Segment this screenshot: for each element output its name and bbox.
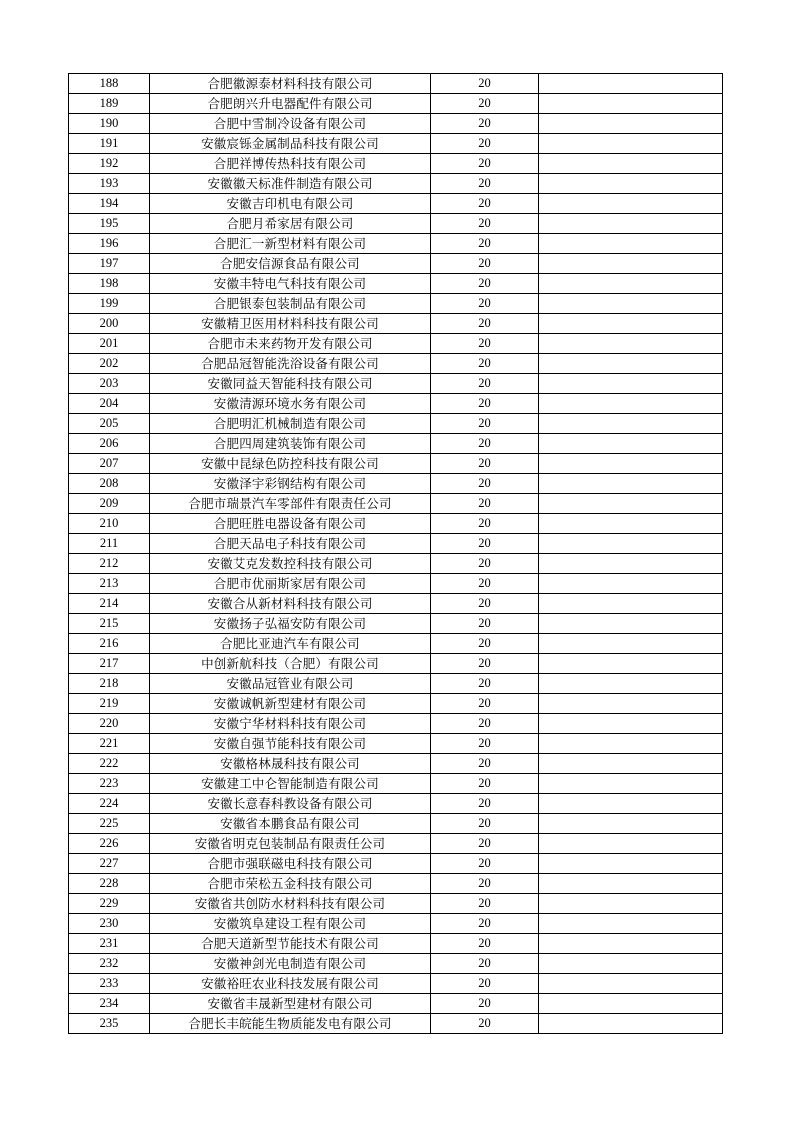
row-number-cell: 223 <box>69 774 150 794</box>
row-number-cell: 193 <box>69 174 150 194</box>
note-cell <box>539 314 723 334</box>
table-body <box>69 74 723 1034</box>
table-row <box>69 194 723 214</box>
table-row <box>69 374 723 394</box>
value-cell: 20 <box>431 654 539 674</box>
company-name-cell: 安徽长意春科教设备有限公司 <box>150 794 431 814</box>
value-cell: 20 <box>431 254 539 274</box>
table-row <box>69 694 723 714</box>
table-row <box>69 554 723 574</box>
row-number-cell: 228 <box>69 874 150 894</box>
value-cell: 20 <box>431 1014 539 1034</box>
note-cell <box>539 194 723 214</box>
value-cell: 20 <box>431 954 539 974</box>
value-cell: 20 <box>431 994 539 1014</box>
row-number-cell: 216 <box>69 634 150 654</box>
value-cell: 20 <box>431 434 539 454</box>
table-row <box>69 594 723 614</box>
table-row <box>69 894 723 914</box>
note-cell <box>539 154 723 174</box>
table-row <box>69 214 723 234</box>
note-cell <box>539 554 723 574</box>
company-name-cell: 安徽裕旺农业科技发展有限公司 <box>150 974 431 994</box>
value-cell: 20 <box>431 214 539 234</box>
company-name-cell: 合肥长丰皖能生物质能发电有限公司 <box>150 1014 431 1034</box>
company-name-cell: 合肥汇一新型材料有限公司 <box>150 234 431 254</box>
note-cell <box>539 534 723 554</box>
table-row <box>69 294 723 314</box>
note-cell <box>539 454 723 474</box>
table-row <box>69 654 723 674</box>
row-number-cell: 222 <box>69 754 150 774</box>
table-row <box>69 274 723 294</box>
row-number-cell: 191 <box>69 134 150 154</box>
table-row <box>69 134 723 154</box>
table-row <box>69 414 723 434</box>
note-cell <box>539 1014 723 1034</box>
row-number-cell: 207 <box>69 454 150 474</box>
row-number-cell: 204 <box>69 394 150 414</box>
value-cell: 20 <box>431 574 539 594</box>
company-name-cell: 合肥月希家居有限公司 <box>150 214 431 234</box>
table-row <box>69 794 723 814</box>
company-name-cell: 安徽合从新材料科技有限公司 <box>150 594 431 614</box>
row-number-cell: 210 <box>69 514 150 534</box>
value-cell: 20 <box>431 154 539 174</box>
company-name-cell: 安徽格林晟科技有限公司 <box>150 754 431 774</box>
row-number-cell: 217 <box>69 654 150 674</box>
table-row <box>69 334 723 354</box>
company-name-cell: 安徽吉印机电有限公司 <box>150 194 431 214</box>
row-number-cell: 190 <box>69 114 150 134</box>
row-number-cell: 203 <box>69 374 150 394</box>
value-cell: 20 <box>431 454 539 474</box>
company-name-cell: 安徽省共创防水材料科技有限公司 <box>150 894 431 914</box>
row-number-cell: 230 <box>69 914 150 934</box>
table-row <box>69 834 723 854</box>
value-cell: 20 <box>431 674 539 694</box>
company-name-cell: 安徽丰特电气科技有限公司 <box>150 274 431 294</box>
table-row <box>69 394 723 414</box>
row-number-cell: 215 <box>69 614 150 634</box>
note-cell <box>539 434 723 454</box>
table-row <box>69 574 723 594</box>
row-number-cell: 211 <box>69 534 150 554</box>
value-cell: 20 <box>431 534 539 554</box>
note-cell <box>539 274 723 294</box>
row-number-cell: 218 <box>69 674 150 694</box>
company-name-cell: 合肥徽源泰材料科技有限公司 <box>150 74 431 94</box>
value-cell: 20 <box>431 614 539 634</box>
note-cell <box>539 674 723 694</box>
note-cell <box>539 834 723 854</box>
table-row <box>69 734 723 754</box>
row-number-cell: 197 <box>69 254 150 274</box>
company-name-cell: 安徽省本鹏食品有限公司 <box>150 814 431 834</box>
table-row <box>69 994 723 1014</box>
value-cell: 20 <box>431 694 539 714</box>
company-name-cell: 安徽同益天智能科技有限公司 <box>150 374 431 394</box>
value-cell: 20 <box>431 874 539 894</box>
row-number-cell: 198 <box>69 274 150 294</box>
value-cell: 20 <box>431 74 539 94</box>
value-cell: 20 <box>431 834 539 854</box>
table-row <box>69 494 723 514</box>
row-number-cell: 192 <box>69 154 150 174</box>
value-cell: 20 <box>431 594 539 614</box>
company-name-cell: 安徽神剑光电制造有限公司 <box>150 954 431 974</box>
table-row <box>69 934 723 954</box>
company-name-cell: 合肥市未来药物开发有限公司 <box>150 334 431 354</box>
note-cell <box>539 474 723 494</box>
value-cell: 20 <box>431 354 539 374</box>
company-name-cell: 合肥明汇机械制造有限公司 <box>150 414 431 434</box>
note-cell <box>539 754 723 774</box>
table-row <box>69 614 723 634</box>
row-number-cell: 234 <box>69 994 150 1014</box>
value-cell: 20 <box>431 634 539 654</box>
value-cell: 20 <box>431 514 539 534</box>
note-cell <box>539 934 723 954</box>
note-cell <box>539 394 723 414</box>
company-name-cell: 合肥市强联磁电科技有限公司 <box>150 854 431 874</box>
row-number-cell: 229 <box>69 894 150 914</box>
company-list-table <box>68 73 723 1034</box>
note-cell <box>539 814 723 834</box>
value-cell: 20 <box>431 914 539 934</box>
row-number-cell: 188 <box>69 74 150 94</box>
company-name-cell: 安徽宁华材料科技有限公司 <box>150 714 431 734</box>
table-row <box>69 514 723 534</box>
table-row <box>69 874 723 894</box>
note-cell <box>539 214 723 234</box>
note-cell <box>539 594 723 614</box>
note-cell <box>539 914 723 934</box>
value-cell: 20 <box>431 974 539 994</box>
table-row <box>69 254 723 274</box>
note-cell <box>539 414 723 434</box>
value-cell: 20 <box>431 554 539 574</box>
note-cell <box>539 134 723 154</box>
table-row <box>69 534 723 554</box>
note-cell <box>539 854 723 874</box>
note-cell <box>539 774 723 794</box>
company-name-cell: 合肥安信源食品有限公司 <box>150 254 431 274</box>
row-number-cell: 214 <box>69 594 150 614</box>
note-cell <box>539 494 723 514</box>
note-cell <box>539 874 723 894</box>
table-row <box>69 914 723 934</box>
table-row <box>69 354 723 374</box>
row-number-cell: 224 <box>69 794 150 814</box>
value-cell: 20 <box>431 414 539 434</box>
company-name-cell: 安徽徽天标准件制造有限公司 <box>150 174 431 194</box>
note-cell <box>539 954 723 974</box>
note-cell <box>539 994 723 1014</box>
company-name-cell: 合肥比亚迪汽车有限公司 <box>150 634 431 654</box>
note-cell <box>539 614 723 634</box>
note-cell <box>539 174 723 194</box>
row-number-cell: 225 <box>69 814 150 834</box>
company-name-cell: 合肥天品电子科技有限公司 <box>150 534 431 554</box>
company-name-cell: 安徽中昆绿色防控科技有限公司 <box>150 454 431 474</box>
note-cell <box>539 734 723 754</box>
row-number-cell: 199 <box>69 294 150 314</box>
value-cell: 20 <box>431 374 539 394</box>
company-name-cell: 合肥天道新型节能技术有限公司 <box>150 934 431 954</box>
row-number-cell: 195 <box>69 214 150 234</box>
row-number-cell: 201 <box>69 334 150 354</box>
row-number-cell: 189 <box>69 94 150 114</box>
table-row <box>69 754 723 774</box>
value-cell: 20 <box>431 734 539 754</box>
company-name-cell: 安徽品冠管业有限公司 <box>150 674 431 694</box>
company-name-cell: 安徽诚帆新型建材有限公司 <box>150 694 431 714</box>
company-name-cell: 安徽精卫医用材料科技有限公司 <box>150 314 431 334</box>
note-cell <box>539 574 723 594</box>
company-name-cell: 安徽泽宇彩钢结构有限公司 <box>150 474 431 494</box>
company-name-cell: 安徽自强节能科技有限公司 <box>150 734 431 754</box>
value-cell: 20 <box>431 774 539 794</box>
value-cell: 20 <box>431 474 539 494</box>
table-row <box>69 674 723 694</box>
row-number-cell: 221 <box>69 734 150 754</box>
note-cell <box>539 74 723 94</box>
row-number-cell: 206 <box>69 434 150 454</box>
row-number-cell: 235 <box>69 1014 150 1034</box>
row-number-cell: 220 <box>69 714 150 734</box>
table-row <box>69 174 723 194</box>
table-row <box>69 94 723 114</box>
value-cell: 20 <box>431 494 539 514</box>
table-row <box>69 114 723 134</box>
company-name-cell: 合肥祥博传热科技有限公司 <box>150 154 431 174</box>
company-name-cell: 合肥市荣松五金科技有限公司 <box>150 874 431 894</box>
company-name-cell: 安徽清源环境水务有限公司 <box>150 394 431 414</box>
company-name-cell: 合肥市瑞景汽车零部件有限责任公司 <box>150 494 431 514</box>
note-cell <box>539 714 723 734</box>
row-number-cell: 231 <box>69 934 150 954</box>
value-cell: 20 <box>431 314 539 334</box>
value-cell: 20 <box>431 134 539 154</box>
row-number-cell: 196 <box>69 234 150 254</box>
value-cell: 20 <box>431 114 539 134</box>
table-row <box>69 154 723 174</box>
table-row <box>69 954 723 974</box>
row-number-cell: 205 <box>69 414 150 434</box>
table-row <box>69 714 723 734</box>
table-row <box>69 314 723 334</box>
note-cell <box>539 334 723 354</box>
note-cell <box>539 634 723 654</box>
row-number-cell: 209 <box>69 494 150 514</box>
note-cell <box>539 94 723 114</box>
row-number-cell: 200 <box>69 314 150 334</box>
table-row <box>69 474 723 494</box>
company-name-cell: 安徽筑阜建设工程有限公司 <box>150 914 431 934</box>
company-name-cell: 安徽艾克发数控科技有限公司 <box>150 554 431 574</box>
value-cell: 20 <box>431 934 539 954</box>
row-number-cell: 232 <box>69 954 150 974</box>
table-row <box>69 974 723 994</box>
value-cell: 20 <box>431 174 539 194</box>
company-name-cell: 合肥银泰包装制品有限公司 <box>150 294 431 314</box>
table-row <box>69 234 723 254</box>
value-cell: 20 <box>431 854 539 874</box>
company-name-cell: 合肥中雪制冷设备有限公司 <box>150 114 431 134</box>
note-cell <box>539 514 723 534</box>
value-cell: 20 <box>431 94 539 114</box>
note-cell <box>539 894 723 914</box>
note-cell <box>539 794 723 814</box>
company-name-cell: 合肥品冠智能洗浴设备有限公司 <box>150 354 431 374</box>
row-number-cell: 202 <box>69 354 150 374</box>
value-cell: 20 <box>431 714 539 734</box>
table-row <box>69 74 723 94</box>
row-number-cell: 233 <box>69 974 150 994</box>
company-name-cell: 合肥市优丽斯家居有限公司 <box>150 574 431 594</box>
company-name-cell: 合肥朗兴升电器配件有限公司 <box>150 94 431 114</box>
note-cell <box>539 354 723 374</box>
value-cell: 20 <box>431 794 539 814</box>
row-number-cell: 227 <box>69 854 150 874</box>
table-row <box>69 1014 723 1034</box>
table-row <box>69 634 723 654</box>
value-cell: 20 <box>431 814 539 834</box>
note-cell <box>539 114 723 134</box>
table-row <box>69 454 723 474</box>
note-cell <box>539 254 723 274</box>
value-cell: 20 <box>431 274 539 294</box>
company-name-cell: 安徽省明克包装制品有限责任公司 <box>150 834 431 854</box>
note-cell <box>539 234 723 254</box>
note-cell <box>539 974 723 994</box>
row-number-cell: 208 <box>69 474 150 494</box>
note-cell <box>539 694 723 714</box>
row-number-cell: 212 <box>69 554 150 574</box>
company-name-cell: 安徽建工中仑智能制造有限公司 <box>150 774 431 794</box>
row-number-cell: 219 <box>69 694 150 714</box>
company-name-cell: 安徽宸铄金属制品科技有限公司 <box>150 134 431 154</box>
table-row <box>69 854 723 874</box>
company-name-cell: 安徽省丰晟新型建材有限公司 <box>150 994 431 1014</box>
company-name-cell: 安徽扬子弘福安防有限公司 <box>150 614 431 634</box>
value-cell: 20 <box>431 194 539 214</box>
value-cell: 20 <box>431 334 539 354</box>
value-cell: 20 <box>431 234 539 254</box>
company-name-cell: 合肥旺胜电器设备有限公司 <box>150 514 431 534</box>
company-name-cell: 合肥四周建筑装饰有限公司 <box>150 434 431 454</box>
value-cell: 20 <box>431 294 539 314</box>
row-number-cell: 194 <box>69 194 150 214</box>
note-cell <box>539 654 723 674</box>
table-row <box>69 434 723 454</box>
table-row <box>69 774 723 794</box>
row-number-cell: 226 <box>69 834 150 854</box>
value-cell: 20 <box>431 754 539 774</box>
note-cell <box>539 294 723 314</box>
row-number-cell: 213 <box>69 574 150 594</box>
value-cell: 20 <box>431 894 539 914</box>
note-cell <box>539 374 723 394</box>
value-cell: 20 <box>431 394 539 414</box>
table-row <box>69 814 723 834</box>
company-name-cell: 中创新航科技（合肥）有限公司 <box>150 654 431 674</box>
